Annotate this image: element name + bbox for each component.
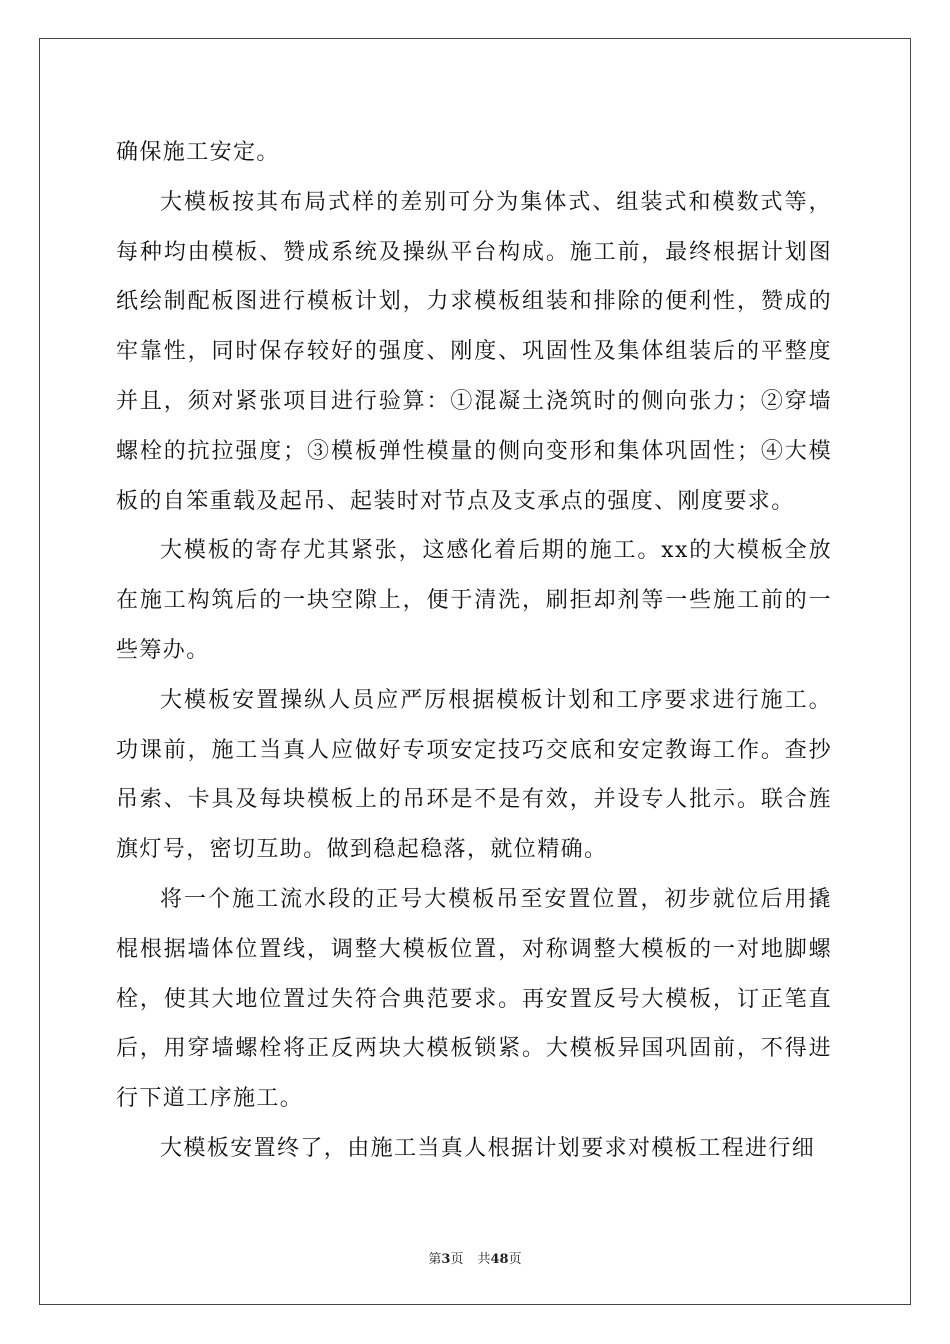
page-unit: 页 (450, 1252, 464, 1267)
paragraph-installation-operators: 大模板安置操纵人员应严厉根据模板计划和工序要求进行施工。功课前，施工当真人应做好专项安定技巧交底和安定教诲工作。查抄吊索、卡具及每块模板上的吊环是不是有效，并设专人批示。联合旌旗灯号，密切互助。做到稳起稳落，就位精确。 (116, 687, 832, 863)
document-body (116, 128, 832, 1174)
paragraph-installation-steps: 将一个施工流水段的正号大模板吊至安置位置，初步就位后用撬棍根据墙体位置线，调整大模板位置，对称调整大模板的一对地脚螺栓，使其大地位置过失符合典范要求。再安置反号大模板，订正笔直后，用穿墙螺栓将正反两块大模板锁紧。大模板异国巩固前，不得进行下道工序施工。 (116, 886, 832, 1112)
page-total-number: 48 (490, 1252, 509, 1267)
page-prefix: 第 (428, 1252, 442, 1267)
page-footer (0, 1248, 950, 1267)
total-prefix: 共 (477, 1252, 491, 1267)
paragraph-inspection: 大模板安置终了，由施工当真人根据计划要求对模板工程进行细 (160, 1135, 816, 1161)
total-unit: 页 (508, 1252, 522, 1267)
paragraph-template-storage: 大模板的寄存尤其紧张，这感化着后期的施工。xx的大模板全放在施工构筑后的一块空隙上，便于清洗，刷拒却剂等一些施工前的一些筹办。 (116, 538, 832, 663)
paragraph-template-structure: 大模板按其布局式样的差别可分为集体式、组装式和模数式等，每种均由模板、赞成系统及操纵平台构成。施工前，最终根据计划图纸绘制配板图进行模板计划，力求模板组装和排除的便利性，赞成的牢靠性，同时保存较好的强度、刚度、巩固性及集体组装后的平整度并且，须对紧张项目进行验算：①混凝土浇筑时的侧向张力；②穿墙螺栓的抗拉强度；③模板弹性模量的侧向变形和集体巩固性；④大模板的自笨重载及起吊、起装时对节点及支承点的强度、刚度要求。 (116, 189, 832, 514)
paragraph-continued: 确保施工安定。 (116, 140, 280, 165)
page-current-number: 3 (441, 1252, 451, 1267)
